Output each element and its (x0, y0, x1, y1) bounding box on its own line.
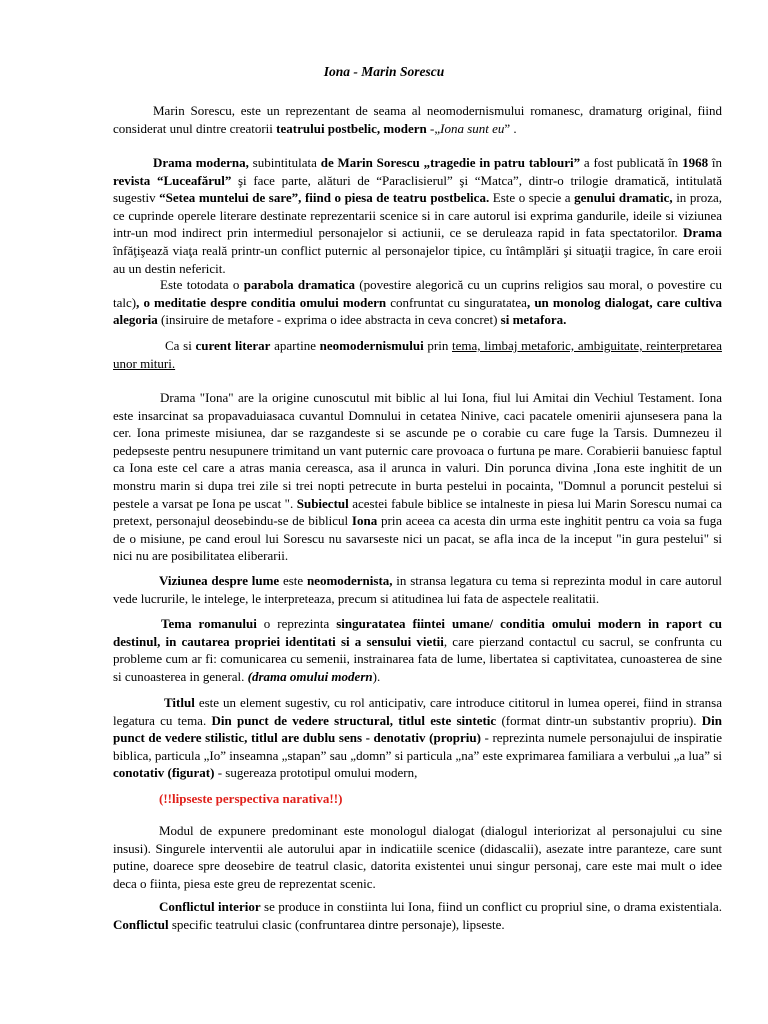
text-run: , un monolog dialogat, care cultiva alegoria (113, 294, 723, 328)
paragraph-titlul (113, 694, 722, 782)
text-run: genului dramatic, (574, 190, 673, 206)
text-run: “Setea muntelui de sare”, fiind o piesa de teatru postbelica. (159, 190, 490, 206)
text-run: tema, limbaj metaforic, ambiguitate, reinterpretarea unor mituri. (113, 338, 722, 371)
text-run: (drama omului modern (247, 668, 373, 684)
text-run: 1968 (682, 155, 709, 170)
paragraph-note-perspectiva (113, 790, 722, 808)
text-run: apartine (270, 338, 320, 353)
text-run: ). (372, 668, 381, 684)
paragraph-parabola (113, 276, 722, 329)
text-run: (insiruire de metafore - exprima o idee abstracta in ceva concret) (157, 312, 501, 328)
text-run: a fost publicată în (580, 155, 683, 170)
text-run: , care pierzand contactul cu sacrul, se confrunta cu probleme cum ar fi: comunicarea cu semenii, instrainarea fata de lume, libertatea si captivitatea, cunoasterea de sine si cunoasterea in general. (113, 633, 722, 684)
text-run: singuratatea fiintei umane/ conditia omului modern in raport cu destinul, in cautarea propriei identitati si a sensului vietii (113, 616, 723, 649)
paragraph-mit-biblic (113, 389, 722, 565)
text-run: -„ (426, 120, 441, 136)
text-run: si metafora. (500, 312, 567, 328)
text-run: - sugereaza prototipul omului modern, (214, 765, 418, 781)
page-title: Iona - Marin Sorescu (323, 64, 445, 79)
text-run: Subiectul (296, 495, 349, 511)
text-run: în (708, 155, 722, 170)
text-run: Marin Sorescu, este un reprezentant de seama al neomodernismului romanesc, dramaturg original, fiind considerat unul dintre creatorii (113, 103, 722, 136)
text-run: Drama (683, 225, 722, 241)
text-run: este (279, 573, 307, 588)
text-run: in stransa legatura cu tema si reprezinta modul in care autorul vede lucrurile, le intelege, le interpreteaza, precum si atitudinea lui fata de aspectele realitatii. (113, 573, 722, 606)
text-run: Viziunea despre lume (159, 573, 280, 588)
text-run: parabola dramatica (243, 277, 355, 292)
text-run: Din punct de vedere structural, titlul este sintetic (211, 712, 497, 728)
text-run: conotativ (figurat) (113, 765, 215, 781)
text-run: Drama "Iona" are la origine cunoscutul mit biblic al lui Iona, fiul lui Amitai din Vechiul Testament. Iona este insarcinat sa propavaduiasaca cuvantul Domnului in cetatea Ninive, caci pacatele omenirii ajunsesera pana la cer. Iona primeste misiunea, dar se razgandeste si se ascunde pe o corabie cu care fuge la Tarsis. Dumnezeu il pedepseste pentru nesupunere trimitand un vant puternic care provoaca o furtuna pe mare. Corabierii banuiesc faptul ca Iona este cel care a atras mania cereasca, asa il arunca in valuri. Din porunca divina ,Iona este inghitit de un monstru marin si dupa trei zile si trei nopti petrecute in burta pestelui in pocainta, "Domnul a poruncit pestelui si pestele a varsat pe Iona pe uscat ". (113, 390, 722, 511)
text-run: curent literar (195, 338, 271, 353)
text-run: neomodernista, (306, 573, 393, 588)
text-run: prin aceea ca acesta din urma este inghitit pentru ca voia sa fuga de o misiune, pe cand eroul lui Sorescu nu savarseste nici un pacat, se afla inca de la inceput "in gura pestelui" si nici nu are posibilitatea eliberarii. (113, 513, 722, 564)
text-run: neomodernismului (319, 338, 424, 353)
paragraph-viziune (113, 572, 722, 607)
text-run: înfăţişează viaţa reală printr-un conflict puternic al personajelor tipice, cu întâmplări şi situaţii tragice, în care eroii au un destin nefericit. (113, 242, 722, 276)
text-run: şi face parte, alături de “Paraclisierul” şi “Matca”, dintr-o trilogie dramatică, intitulată sugestiv (113, 172, 722, 206)
text-run: subintitulata (248, 155, 321, 170)
text-run: este un element sugestiv, cu rol anticipativ, care introduce cititorul in lumea operei, fiind in stransa legatura cu tema. (113, 695, 722, 728)
text-run: revista “Luceafărul” (113, 172, 232, 188)
text-run: (!!lipseste perspectiva narativa!!) (159, 791, 343, 806)
text-run: specific teatrului clasic (confruntarea dintre personaje), lipseste. (168, 916, 505, 932)
text-run: ” . (504, 120, 517, 136)
paragraph-intro (113, 102, 722, 137)
paragraph-curent-literar (113, 337, 722, 372)
text-run: (povestire alegorică cu un cuprins religios sau moral, o povestire cu talc) (113, 277, 722, 310)
text-run: Iona sunt eu (440, 120, 505, 136)
text-run: teatrului postbelic, modern (276, 120, 427, 136)
text-run: acestei fabule biblice se intalneste in piesa lui Marin Sorescu numai ca pretext, personajul deosebindu-se de biblicul (113, 495, 723, 529)
text-run: o reprezinta (256, 616, 337, 631)
text-run: in proza, ce cuprinde operele literare destinate reprezentarii scenice si in care autorul isi exprima gandurile, ideile si viziunea intr-un mod indirect prin intermediul personajelor si actiunii, ce se deruleaza rapid in fata spectatorilor. (113, 190, 722, 241)
text-run: confruntat cu singuratatea (386, 294, 527, 310)
text-run: Din punct de vedere stilistic, titlul are dublu sens - denotativ (propriu) (113, 712, 722, 746)
text-run: Ca si (165, 338, 196, 353)
text-run: se produce in constiinta lui Iona, fiind un conflict cu propriul sine, o drama existentiala. (260, 899, 722, 914)
text-run: Este o specie a (489, 190, 575, 206)
text-run: Tema romanului (161, 616, 257, 631)
text-run: prin (423, 338, 453, 353)
text-run: , o meditatie despre conditia omului modern (136, 294, 387, 310)
text-run: Conflictul interior (159, 899, 261, 914)
text-run: Titlul (164, 695, 195, 710)
text-run: Drama moderna, (153, 155, 249, 170)
paragraph-mod-expunere (113, 822, 722, 892)
text-run: Modul de expunere predominant este monologul dialogat (dialogul interiorizat al personajului cu sine insusi). Singurele interventii ale autorului apar in indicatiile scenice (didascalii), asezate intre paranteze, care sunt putine, doarece spre deosebire de teatrul clasic, datorita existentei unui singur personaj, care este mai mult o idee deca o fiinta, piesa este greu de reprezentat scenic. (113, 823, 722, 891)
text-run: - reprezinta numele personajului de inspiratie biblica, particula „Io” inseamna „stapan” sau „domn” si particula „na” este exprimarea familiara a verbului „a lua” si (113, 730, 722, 763)
paragraph-drama-moderna (113, 154, 722, 277)
text-run: Iona (351, 513, 378, 529)
text-run: (format dintr-un substantiv propriu). (496, 712, 702, 728)
text-run: Este totodata o (160, 277, 244, 292)
paragraph-conflict (113, 898, 722, 933)
text-run: de Marin Sorescu „tragedie in patru tablouri” (320, 155, 581, 170)
text-run: Conflictul (113, 916, 169, 932)
paragraph-tema (113, 615, 722, 685)
